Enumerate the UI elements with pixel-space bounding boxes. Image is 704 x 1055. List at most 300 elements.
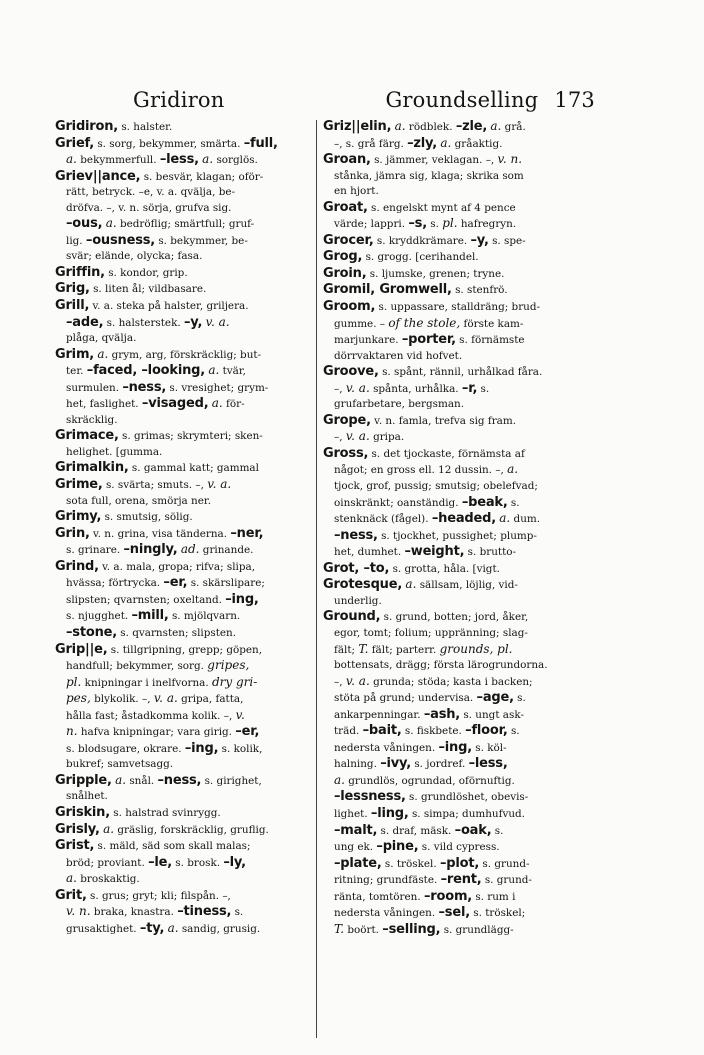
dictionary-line <box>323 184 587 200</box>
definition-text: bukref; samvetsagg. <box>66 758 174 771</box>
dictionary-line <box>323 806 587 823</box>
definition-text: –, s. grå färg. <box>334 137 408 150</box>
header-guide-word-right: Groundselling <box>385 88 539 112</box>
definition-text: sorglös. <box>213 154 258 167</box>
dictionary-line <box>55 136 319 153</box>
column-divider <box>316 120 317 1038</box>
dictionary-line <box>323 316 587 333</box>
definition-text: –, <box>334 431 346 444</box>
headword: –zly, <box>407 135 438 151</box>
definition-text: broskaktig. <box>76 873 140 886</box>
definition-text: v. n. grina, visa tänderna. <box>89 527 231 540</box>
definition-text: s. blodsugare, okrare. <box>66 742 185 755</box>
headword: –ness, <box>334 527 378 543</box>
definition-text: värde; lappri. <box>334 218 409 231</box>
dictionary-line <box>323 249 587 266</box>
definition-text: s. draf, mäsk. <box>377 824 455 837</box>
grammar-label: T. <box>358 641 369 656</box>
headword: Grimy, <box>55 509 102 525</box>
definition-text: s. ungt ask- <box>460 708 524 721</box>
grammar-label: gripes, <box>207 658 250 673</box>
dictionary-line <box>323 723 587 740</box>
headword: Ground, <box>323 609 381 625</box>
definition-text: –, <box>334 675 346 688</box>
definition-text: bottensats, drägg; första lärogrundorna. <box>334 659 548 672</box>
dictionary-line <box>55 559 319 576</box>
headword: Grief, <box>55 135 95 151</box>
definition-text: s. spe- <box>488 234 526 247</box>
definition-text: fält; <box>334 643 359 656</box>
dictionary-line <box>323 889 587 906</box>
definition-text: s. grinare. <box>66 544 124 557</box>
dictionary-line <box>55 871 319 888</box>
headword: –er, <box>163 575 188 591</box>
definition-text: s. tröskel; <box>469 907 526 920</box>
definition-text: fält; parterr. <box>368 643 440 656</box>
grammar-label: a. <box>208 363 220 378</box>
headword: Grit, <box>55 887 87 903</box>
dictionary-line <box>55 822 319 839</box>
grammar-label: v. a. <box>345 380 370 395</box>
definition-text: nedersta våningen. <box>334 907 439 920</box>
dictionary-line <box>55 201 319 217</box>
headword: –ousness, <box>85 232 156 248</box>
headword: Gripple, <box>55 772 112 788</box>
grammar-label: a. <box>105 216 117 231</box>
definition-text: s. besvär, klagan; oför- <box>140 170 264 183</box>
definition-text: s. njugghet. <box>66 610 132 623</box>
dictionary-line <box>55 185 319 201</box>
dictionary-line <box>323 642 587 659</box>
definition-text: grufarbetare, bergsman. <box>334 398 465 411</box>
definition-text: sällsam, löjlig, vid- <box>416 579 518 592</box>
headword: Grill, <box>55 298 90 314</box>
definition-text: underlig. <box>334 594 382 607</box>
headword: –pine, <box>376 839 419 855</box>
dictionary-line <box>323 429 587 446</box>
definition-text: s. halster. <box>118 121 173 133</box>
definition-text: tvär, <box>219 365 246 378</box>
definition-text: s. simpa; dumhufvud. <box>408 807 525 820</box>
headword: Grocer, <box>323 232 374 248</box>
definition-text: grinande. <box>199 544 254 557</box>
running-header <box>55 88 595 116</box>
left-column <box>55 119 319 937</box>
dictionary-line <box>323 561 587 578</box>
dictionary-line <box>323 299 587 316</box>
dictionary-line <box>55 119 319 136</box>
dictionary-line <box>323 626 587 642</box>
definition-text: braka, knastra. <box>90 906 178 919</box>
definition-text: tjock, grof, pussig; smutsig; obelefvad; <box>334 480 538 493</box>
grammar-label: a. <box>97 346 109 361</box>
grammar-label: pes, <box>66 691 91 706</box>
headword: Griev||ance, <box>55 168 141 184</box>
definition-text: s. <box>507 725 520 738</box>
definition-text: s. kondor, grip. <box>104 266 188 279</box>
headword: –lessness, <box>334 789 406 805</box>
headword: –ling, <box>370 805 409 821</box>
headword: Griffin, <box>55 264 105 280</box>
headword: –visaged, <box>141 396 209 412</box>
definition-text: s. stenfrö. <box>451 284 508 297</box>
dictionary-line <box>323 856 587 873</box>
headword: Grip||e, <box>55 641 108 657</box>
definition-text: s. det tjockaste, förnämsta af <box>368 447 525 460</box>
dictionary-line <box>55 542 319 559</box>
definition-text: halning. <box>334 758 381 771</box>
headword: –ty, <box>139 920 165 936</box>
definition-text: träd. <box>334 725 363 738</box>
definition-text: marjunkare. <box>334 334 402 347</box>
definition-text: snål. <box>126 774 158 787</box>
grammar-label: v. a. <box>207 477 232 492</box>
definition-text: lig. <box>66 234 86 247</box>
definition-text: v. a. mala, gropa; rifva; slipa, <box>98 560 256 573</box>
definition-text: stenknäck (fågel). <box>334 513 432 526</box>
definition-text: grundlös, ogrundad, oförnuftig. <box>344 774 515 787</box>
definition-text: v. a. steka på halster, griljera. <box>89 300 249 313</box>
dictionary-line <box>55 347 319 364</box>
definition-text: ter. <box>66 365 87 378</box>
definition-text: sandig, grusig. <box>178 922 261 935</box>
definition-text: bedröflig; smärtfull; gruf- <box>116 218 255 231</box>
dictionary-line <box>55 298 319 315</box>
definition-text: hafva knipningar; vara girig. <box>77 726 236 739</box>
headword: –ness, <box>157 772 202 788</box>
dictionary-line <box>55 658 319 675</box>
definition-text: stånka, jämra sig, klaga; skrika som <box>334 169 524 182</box>
dictionary-line <box>323 216 587 233</box>
headword: –sel, <box>438 905 470 921</box>
header-right <box>385 88 595 112</box>
dictionary-line <box>323 872 587 889</box>
grammar-label: grounds, pl. <box>439 641 513 656</box>
definition-text: blykolik. –, <box>90 693 154 706</box>
headword: –mill, <box>131 608 169 624</box>
dictionary-line <box>55 216 319 233</box>
definition-text: s. tillgripning, grepp; göpen, <box>107 643 263 656</box>
grammar-label: a. <box>202 152 214 167</box>
definition-text: s. halsterstek. <box>103 316 184 329</box>
headword: Groan, <box>323 152 371 168</box>
headword: –floor, <box>465 723 508 739</box>
headword: Grope, <box>323 412 371 428</box>
dictionary-line <box>55 741 319 758</box>
definition-text: något; en gross ell. 12 dussin. –, <box>334 464 508 477</box>
definition-text: s. grundlägg- <box>440 923 514 936</box>
dictionary-line <box>55 805 319 822</box>
definition-text: för- <box>222 398 245 411</box>
dictionary-line <box>323 707 587 724</box>
headword: –ade, <box>66 314 104 330</box>
dictionary-line <box>323 282 587 299</box>
definition-text: s. <box>491 824 504 837</box>
dictionary-line <box>323 658 587 674</box>
headword: Grimace, <box>55 428 119 444</box>
headword: Groom, <box>323 299 376 315</box>
headword: –less, <box>468 756 508 772</box>
dictionary-line <box>55 625 319 642</box>
definition-text: s. engelskt mynt af 4 pence <box>367 201 516 214</box>
dictionary-line <box>323 690 587 707</box>
dictionary-line <box>323 397 587 413</box>
headword: –tiness, <box>177 904 232 920</box>
dictionary-line <box>323 381 587 398</box>
dictionary-line <box>55 888 319 905</box>
definition-text: ung ek. <box>334 841 377 854</box>
definition-text: s. grund- <box>481 874 532 887</box>
definition-text: s. spånt, rännil, urhålkad fåra. <box>378 366 543 379</box>
headword: –beak, <box>461 494 508 510</box>
dictionary-line <box>323 233 587 250</box>
dictionary-line <box>323 577 587 594</box>
dictionary-line <box>55 281 319 298</box>
definition-text: s. grund- <box>479 857 530 870</box>
definition-text: gripa, fatta, <box>177 693 244 706</box>
definition-text: hålla fast; åstadkomma kolik. –, <box>66 709 236 722</box>
definition-text: rödblek. <box>405 121 456 133</box>
headword: Grime, <box>55 477 103 493</box>
grammar-label: T. <box>334 921 345 936</box>
dictionary-line <box>323 823 587 840</box>
definition-text: s. <box>507 496 520 509</box>
definition-text: s. <box>426 218 443 231</box>
dictionary-line <box>323 544 587 561</box>
headword: Grig, <box>55 281 90 297</box>
definition-text: s. liten ål; vildbasare. <box>89 283 207 296</box>
definition-text: s. halstrad svinrygg. <box>109 806 221 819</box>
dictionary-line <box>55 445 319 461</box>
dictionary-line <box>323 740 587 757</box>
definition-text: skräcklig. <box>66 413 118 426</box>
dictionary-line <box>323 905 587 922</box>
definition-text: s. girighet, <box>201 774 262 787</box>
definition-text: s. gammal katt; gammal <box>128 462 259 475</box>
headword: –selling, <box>382 921 441 937</box>
grammar-label: v. <box>235 707 245 722</box>
headword: –age, <box>476 690 514 706</box>
definition-text: lighet. <box>334 807 371 820</box>
dictionary-line <box>323 349 587 365</box>
headword: Griz||elin, <box>323 119 392 134</box>
dictionary-line <box>55 708 319 725</box>
dictionary-line <box>55 575 319 592</box>
grammar-label: a. <box>499 511 511 526</box>
definition-text: s. vild cypress. <box>418 841 500 854</box>
grammar-label: a. <box>167 920 179 935</box>
grammar-label: pl. <box>442 216 458 231</box>
headword: Gridiron, <box>55 119 119 134</box>
definition-text: helighet. [gumma. <box>66 445 163 458</box>
grammar-label: v. n. <box>497 152 523 167</box>
definition-text: dörrvaktaren vid hofvet. <box>334 349 463 362</box>
dictionary-line <box>55 691 319 708</box>
definition-text: s. brutto- <box>464 546 517 559</box>
definition-text: v. n. famla, trefva sig fram. <box>370 414 517 427</box>
definition-text: s. tjockhet, pussighet; plump- <box>377 529 537 542</box>
dictionary-line <box>55 315 319 332</box>
definition-text: s. grotta, håla. [vigt. <box>389 562 500 575</box>
definition-text: sota full, orena, smörja ner. <box>66 494 212 507</box>
headword: –porter, <box>401 332 456 348</box>
dictionary-line <box>55 413 319 429</box>
dictionary-line <box>55 904 319 921</box>
definition-text: s. grundlöshet, obevis- <box>405 791 529 804</box>
definition-text: s. jordref. <box>411 758 469 771</box>
definition-text: grym, arg, förskräcklig; but- <box>108 348 262 361</box>
headword: –ing, <box>225 591 259 607</box>
headword: –stone, <box>66 624 117 640</box>
definition-text: het, dumhet. <box>334 546 405 559</box>
dictionary-line <box>323 789 587 806</box>
dictionary-line <box>323 462 587 479</box>
definition-text: gräslig, forskräcklig, gruflig. <box>114 823 269 836</box>
dictionary-line <box>323 169 587 185</box>
dictionary-line <box>323 136 587 153</box>
definition-text: egor, tomt; folium; uppränning; slag- <box>334 626 528 639</box>
definition-text: s. grund, botten; jord, åker, <box>380 611 529 624</box>
definition-text: s. fiskbete. <box>401 725 466 738</box>
grammar-label: a. <box>334 772 345 787</box>
definition-text: grusaktighet. <box>66 922 140 935</box>
headword: –ing, <box>184 740 219 756</box>
grammar-label: v. n. <box>66 904 91 919</box>
definition-text: svär; elände, olycka; fasa. <box>66 250 203 263</box>
definition-text: ränta, tomtören. <box>334 890 424 903</box>
dictionary-line <box>323 674 587 691</box>
dictionary-line <box>55 526 319 543</box>
dictionary-line <box>55 169 319 186</box>
dictionary-line <box>55 152 319 169</box>
definition-text: förste kam- <box>460 317 524 330</box>
definition-text: s. förnämste <box>455 334 525 347</box>
definition-text: handfull; bekymmer, sorg. <box>66 660 208 673</box>
headword: Grim, <box>55 346 95 362</box>
dictionary-line <box>55 855 319 872</box>
definition-text: surmulen. <box>66 381 123 394</box>
headword: Grist, <box>55 838 95 854</box>
grammar-label: a. <box>103 821 115 836</box>
headword: Grog, <box>323 249 363 265</box>
dictionary-line <box>323 495 587 512</box>
definition-text: s. <box>231 906 244 919</box>
dictionary-line <box>55 249 319 265</box>
dictionary-line <box>323 266 587 283</box>
dictionary-line <box>55 396 319 413</box>
definition-text: s. grimas; skrymteri; sken- <box>118 430 263 443</box>
definition-text: s. brosk. <box>172 856 224 869</box>
definition-text: s. bekymmer, be- <box>155 234 248 247</box>
definition-text: s. jämmer, veklagan. –, <box>370 154 498 167</box>
dictionary-line <box>55 675 319 692</box>
definition-text: en hjort. <box>334 185 379 198</box>
headword: –weight, <box>404 544 465 560</box>
headword: Grimalkin, <box>55 460 129 476</box>
dictionary-line <box>55 265 319 282</box>
dictionary-line <box>323 528 587 545</box>
dictionary-line <box>55 331 319 347</box>
definition-text: oinskränkt; oanständig. <box>334 496 462 509</box>
definition-text: het, faslighet. <box>66 398 142 411</box>
headword: –ing, <box>438 739 472 755</box>
headword: –oak, <box>454 822 492 838</box>
headword: –malt, <box>334 822 378 838</box>
dictionary-line <box>323 446 587 463</box>
definition-text: grunda; stöda; kasta i backen; <box>369 675 533 688</box>
definition-text: gripa. <box>369 431 405 444</box>
grammar-label: v. a. <box>345 673 370 688</box>
headword: Groat, <box>323 199 368 215</box>
dictionary-line <box>55 494 319 510</box>
definition-text: ankarpenningar. <box>334 708 424 721</box>
headword: –bait, <box>362 723 402 739</box>
dictionary-line <box>323 332 587 349</box>
definition-text: bekymmerfull. <box>76 154 160 167</box>
dictionary-line <box>323 511 587 528</box>
grammar-label: a. <box>394 119 406 133</box>
headword: –ash, <box>423 706 461 722</box>
headword: –r, <box>461 380 478 396</box>
definition-text: rätt, betryck. –e, v. a. qvälja, be- <box>66 186 236 199</box>
headword: Grind, <box>55 558 99 574</box>
grammar-label: a. <box>66 871 77 886</box>
headword: –le, <box>148 854 172 870</box>
grammar-label: of the stole, <box>388 315 461 330</box>
headword: –full, <box>243 135 278 151</box>
dictionary-line <box>323 152 587 169</box>
definition-text: gumme. – <box>334 317 389 330</box>
definition-text: s. skärslipare; <box>187 577 265 590</box>
dictionary-line <box>323 756 587 773</box>
dictionary-line <box>55 460 319 477</box>
headword: –ivy, <box>380 756 412 772</box>
grammar-label: n. <box>66 724 78 739</box>
headword: –zle, <box>455 119 488 134</box>
dictionary-line <box>55 757 319 773</box>
definition-text: knipningar i inelfvorna. <box>81 676 212 689</box>
definition-text: s. kolik, <box>218 742 263 755</box>
headword: –er, <box>235 724 260 740</box>
page-number: 173 <box>554 88 595 112</box>
dictionary-line <box>323 479 587 495</box>
definition-text: s. uppassare, stalldräng; brud- <box>375 301 541 314</box>
dictionary-line <box>55 477 319 494</box>
headword: –plot, <box>439 855 480 871</box>
definition-text: s. grus; gryt; kli; filspån. –, <box>86 889 231 902</box>
grammar-label: a. <box>440 135 452 150</box>
headword: –plate, <box>334 855 382 871</box>
definition-text: snålhet. <box>66 790 108 803</box>
grammar-label: a. <box>490 119 502 133</box>
definition-text: s. mäld, säd som skall malas; <box>94 840 251 853</box>
definition-text: stöta på grund; undervisa. <box>334 692 477 705</box>
definition-text: s. qvarnsten; slipsten. <box>117 626 237 639</box>
grammar-label: dry gri- <box>211 674 258 689</box>
headword: Grot, –to, <box>323 560 390 576</box>
dictionary-line <box>55 233 319 250</box>
headword: –faced, –looking, <box>86 363 206 379</box>
definition-text: s. tröskel. <box>381 857 440 870</box>
headword: –s, <box>408 216 427 232</box>
dictionary-line <box>55 773 319 790</box>
definition-text: hafregryn. <box>457 218 517 231</box>
definition-text: s. kryddkrämare. <box>373 234 471 247</box>
dictionary-line <box>323 413 587 430</box>
dictionary-line <box>55 642 319 659</box>
headword: Griskin, <box>55 804 110 820</box>
dictionary-line <box>55 363 319 380</box>
